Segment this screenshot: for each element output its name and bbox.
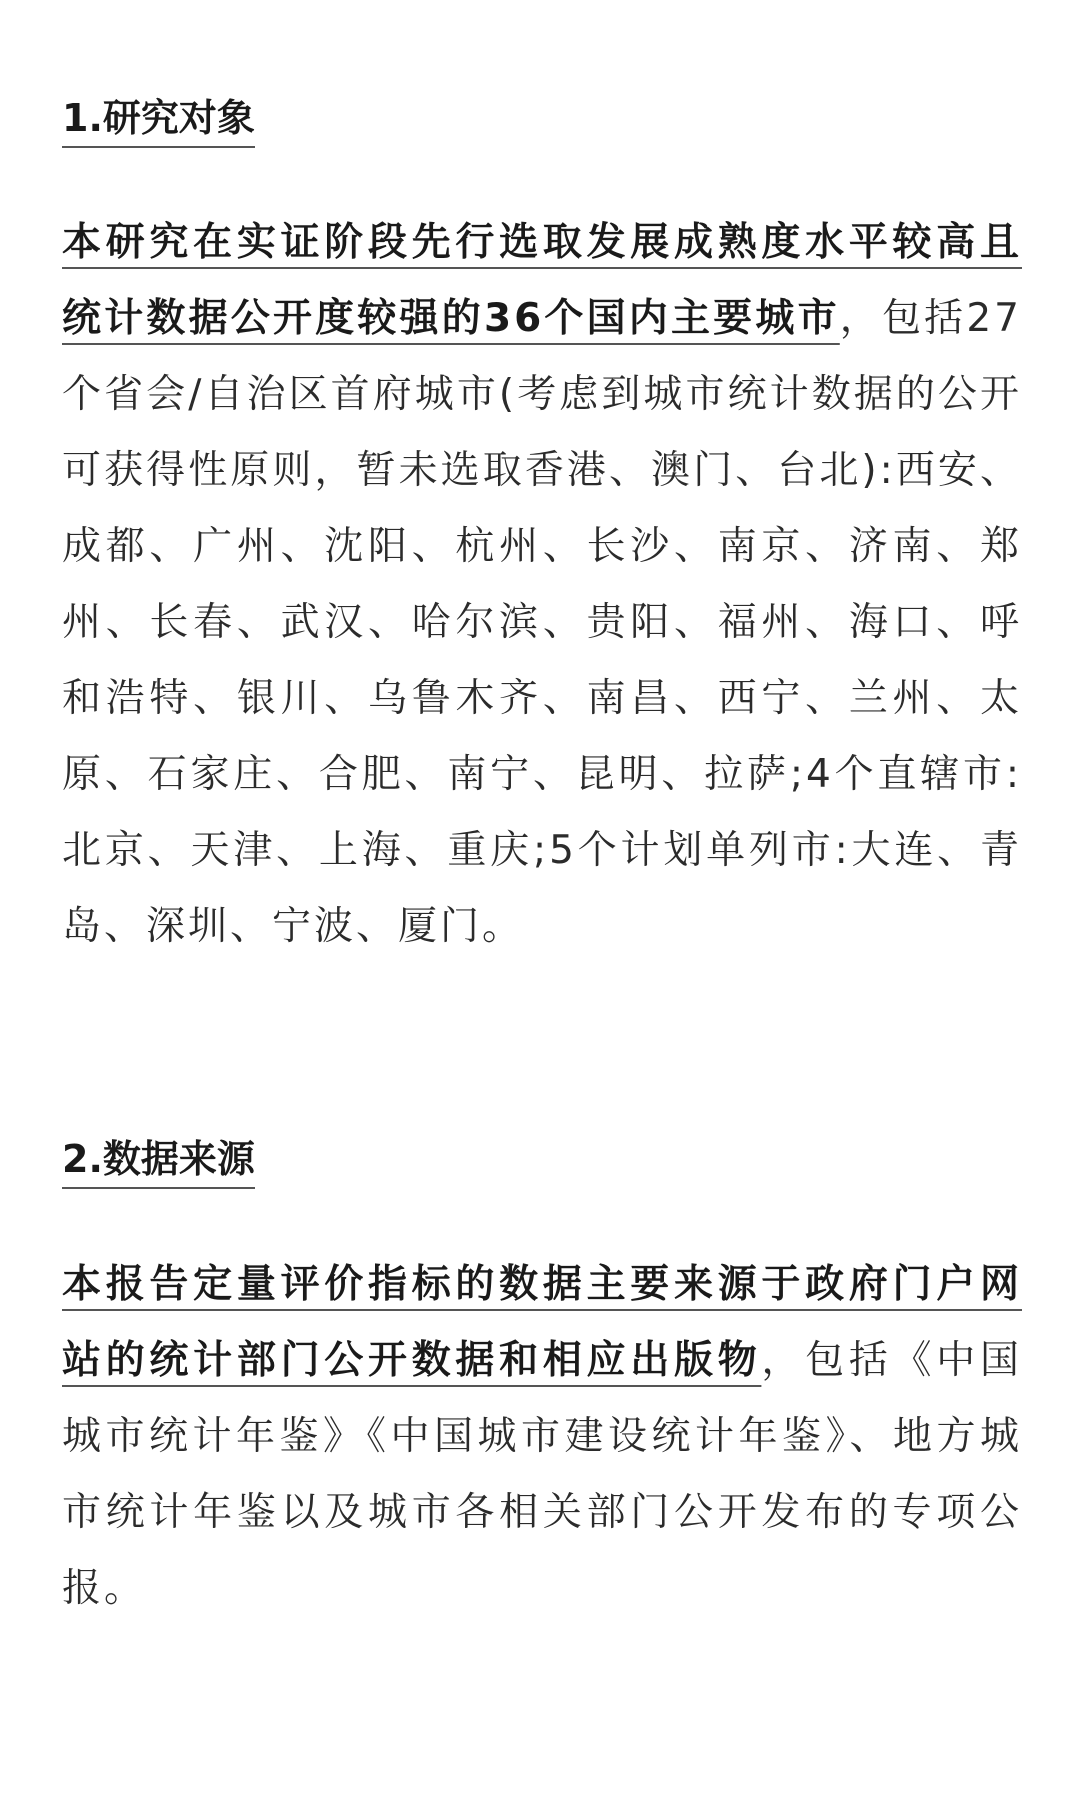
section-paragraph-research-object (62, 205, 1022, 965)
paragraph-body-text: ，包括27个省会/自治区首府城市(考虑到城市统计数据的公开可获得性原则，暂未选取香港、澳门、台北):西安、成都、广州、沈阳、杭州、长沙、南京、济南、郑州、长春、武汉、哈尔滨、贵阳、福州、海口、呼和浩特、银川、乌鲁木齐、南昌、西宁、兰州、太原、石家庄、合肥、南宁、昆明、拉萨;4个直辖市:北京、天津、上海、重庆;5个计划单列市:大连、青岛、深圳、宁波、厦门。 (62, 296, 1022, 949)
section-paragraph-data-source (62, 1247, 1022, 1627)
paragraph-lead-emphasis: 本研究在实证阶段先行选取发展成熟度水平较高且统计数据公开度较强的36个国内主要城市 (62, 220, 1022, 341)
paragraph-body-text: ，包括《中国城市统计年鉴》《中国城市建设统计年鉴》、地方城市统计年鉴以及城市各相关部门公开发布的专项公报。 (62, 1338, 1022, 1611)
paragraph-lead-emphasis: 本报告定量评价指标的数据主要来源于政府门户网站的统计部门公开数据和相应出版物 (62, 1262, 1022, 1383)
section-heading-research-object: 1.研究对象 (62, 92, 255, 148)
section-heading-data-source: 2.数据来源 (62, 1133, 255, 1189)
